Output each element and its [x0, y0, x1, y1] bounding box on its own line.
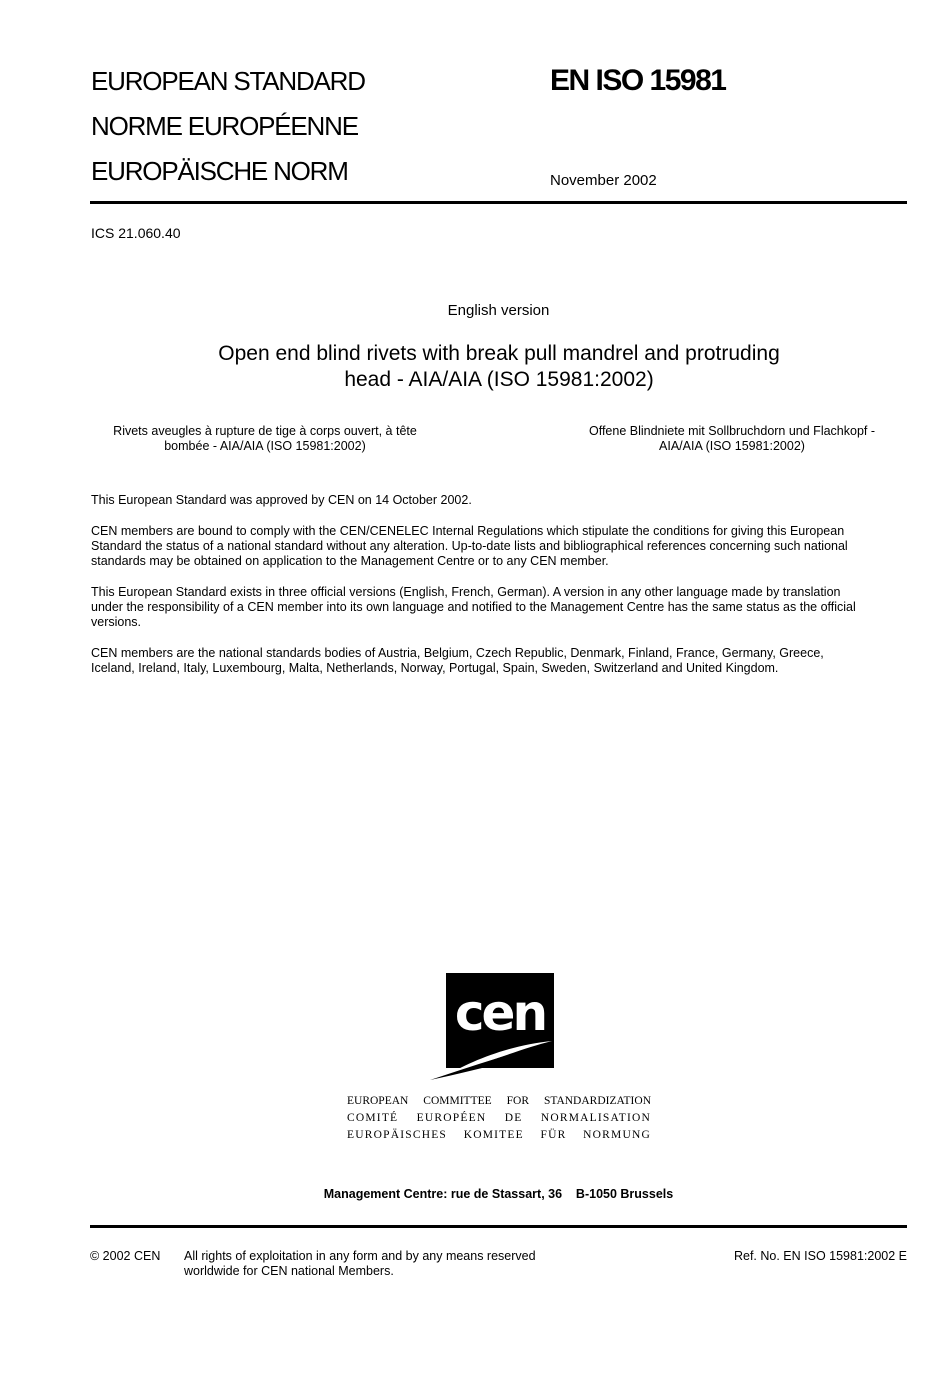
- members-paragraph: [91, 646, 911, 676]
- german-title-line-1: Offene Blindniete mit Sollbruchdorn und Flachkopf -: [588, 424, 876, 438]
- header-divider: [90, 201, 907, 204]
- committee-name-en: EUROPEAN COMMITTEE FOR STANDARDIZATION: [347, 1095, 651, 1107]
- paragraph-line: Standard the status of a national standard without any alteration. Up-to-date lists and bibliographical references concerning such national: [91, 539, 848, 553]
- paragraph-line: This European Standard was approved by CEN on 14 October 2002.: [91, 493, 472, 507]
- cen-logo: [446, 973, 554, 1068]
- committee-name-fr: COMITÉ EUROPÉEN DE NORMALISATION: [347, 1112, 651, 1124]
- compliance-paragraph: [91, 524, 911, 569]
- german-title-line-2: AIA/AIA (ISO 15981:2002): [659, 439, 805, 453]
- paragraph-line: CEN members are bound to comply with the CEN/CENELEC Internal Regulations which stipulate the conditions for giving this European: [91, 524, 845, 538]
- standard-name-fr: NORME EUROPÉENNE: [91, 111, 358, 141]
- reference-number: Ref. No. EN ISO 15981:2002 E: [733, 1249, 907, 1263]
- title-line-1: Open end blind rivets with break pull mandrel and protruding: [218, 342, 780, 365]
- title-line-2: head - AIA/AIA (ISO 15981:2002): [344, 368, 654, 391]
- ics-code: ICS 21.060.40: [91, 225, 181, 241]
- standard-name-de: EUROPÄISCHE NORM: [91, 156, 348, 186]
- document-number: EN ISO 15981: [550, 64, 726, 97]
- paragraph-line: standards may be obtained on application to the Management Centre or to any CEN member.: [91, 554, 609, 568]
- german-title: [562, 424, 902, 454]
- rights-line-2: worldwide for CEN national Members.: [184, 1264, 394, 1278]
- cen-logo-text: cen: [454, 984, 546, 1042]
- version-label: English version: [447, 302, 550, 319]
- rights-line-1: All rights of exploitation in any form and by any means reserved: [184, 1249, 536, 1263]
- paragraph-line: versions.: [91, 615, 142, 629]
- versions-paragraph: [91, 585, 911, 630]
- french-title-line-1: Rivets aveugles à rupture de tige à corps ouvert, à tête: [113, 424, 417, 438]
- rights-notice: [184, 1249, 536, 1279]
- management-centre-address: Management Centre: rue de Stassart, 36 B-1050 Brussels: [323, 1187, 674, 1201]
- french-title-line-2: bombée - AIA/AIA (ISO 15981:2002): [164, 439, 366, 453]
- paragraph-line: Iceland, Ireland, Italy, Luxembourg, Malta, Netherlands, Norway, Portugal, Spain, Sweden, Switzerland and United Kingdom.: [91, 661, 779, 675]
- cen-logo-graphic: [430, 973, 560, 1085]
- footer-divider: [90, 1225, 907, 1228]
- paragraph-line: CEN members are the national standards bodies of Austria, Belgium, Czech Republic, Denmark, Finland, France, Germany, Greece,: [91, 646, 824, 660]
- document-title: [150, 341, 848, 393]
- publication-date: November 2002: [550, 172, 657, 189]
- copyright: © 2002 CEN: [90, 1249, 161, 1263]
- paragraph-line: under the responsibility of a CEN member into its own language and notified to the Management Centre has the same status as the official: [91, 600, 856, 614]
- standard-name-en: EUROPEAN STANDARD: [91, 66, 365, 96]
- paragraph-line: This European Standard exists in three official versions (English, French, German). A version in any other language made by translation: [91, 585, 841, 599]
- french-title: [95, 424, 435, 454]
- approval-paragraph: [91, 493, 911, 508]
- committee-name-de: EUROPÄISCHES KOMITEE FÜR NORMUNG: [347, 1129, 651, 1141]
